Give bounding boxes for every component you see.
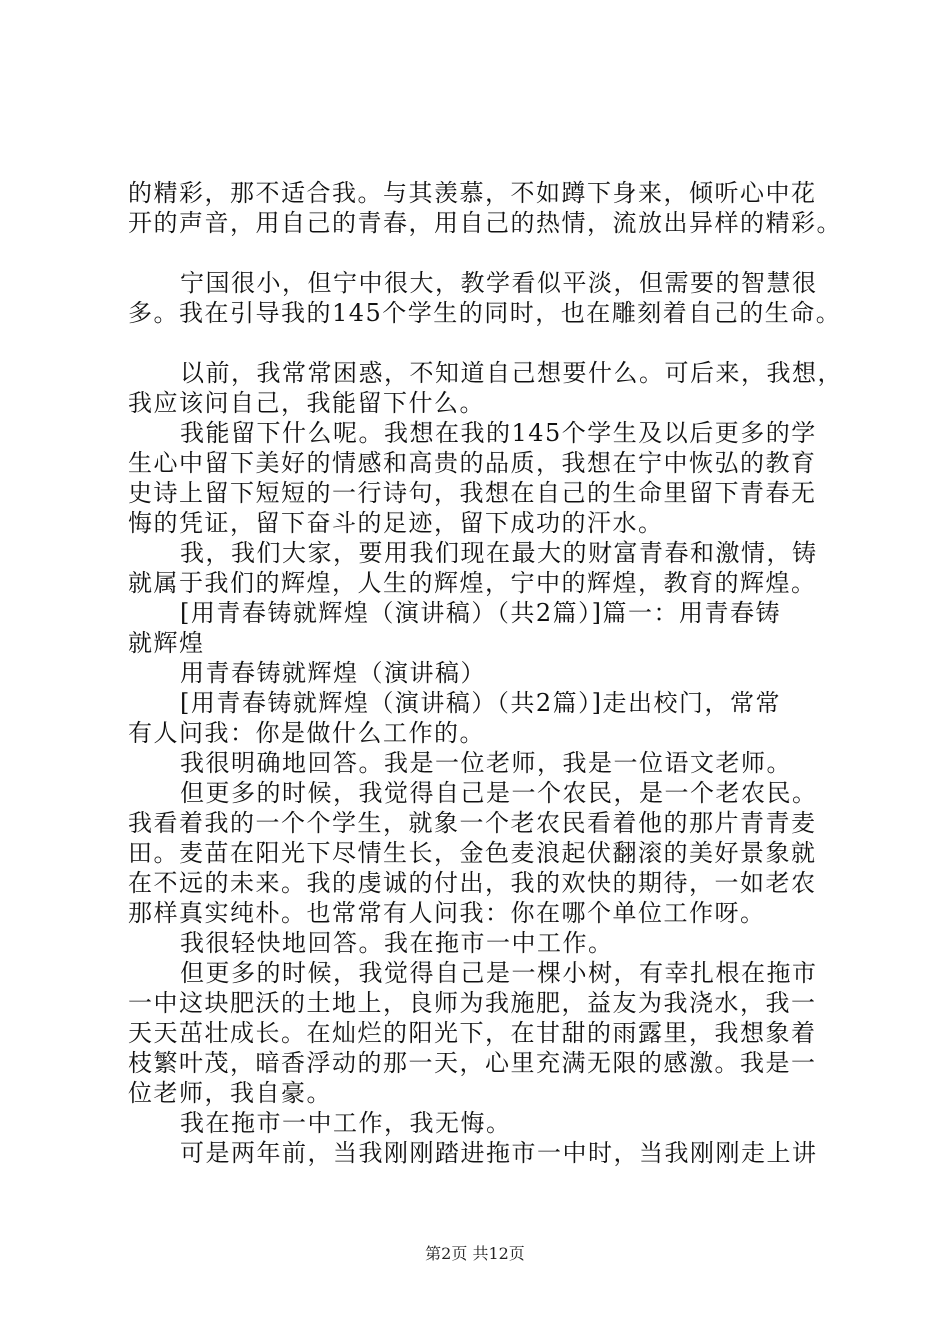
- paragraph-body: [128, 358, 843, 1168]
- text-line: 我在拖市一中工作，我无悔。: [180, 1109, 512, 1137]
- text-line: 悔的凭证，留下奋斗的足迹，留下成功的汗水。: [128, 509, 664, 537]
- paragraph-2: [128, 268, 842, 328]
- text-line: 我很明确地回答。我是一位老师，我是一位语文老师。: [180, 749, 792, 777]
- text-line: 我，我们大家，要用我们现在最大的财富青春和激情，铸: [180, 539, 818, 567]
- text-line: 以前，我常常困惑，不知道自己想要什么。可后来，我想，: [180, 359, 843, 387]
- page-footer: 第2页 共12页: [425, 1244, 525, 1263]
- text-line: 我很轻快地回答。我在拖市一中工作。: [180, 929, 614, 957]
- text-line: 就辉煌: [128, 629, 205, 657]
- text-line: 天天茁壮成长。在灿烂的阳光下，在甘甜的雨露里，我想象着: [128, 1019, 817, 1047]
- text-line: 在不远的未来。我的虔诚的付出，我的欢快的期待，一如老农: [128, 869, 817, 897]
- text-line: 开的声音，用自己的青春，用自己的热情，流放出异样的精彩。: [128, 209, 842, 237]
- text-line: [用青春铸就辉煌（演讲稿）（共2篇）]走出校门，常常: [180, 689, 781, 717]
- section-title: 用青春铸就辉煌（演讲稿）: [180, 659, 486, 687]
- text-line: 就属于我们的辉煌，人生的辉煌，宁中的辉煌，教育的辉煌。: [128, 569, 817, 597]
- paragraph-1: [128, 178, 842, 238]
- text-line: 位老师，我自豪。: [128, 1079, 332, 1107]
- text-line: 那样真实纯朴。也常常有人问我：你在哪个单位工作呀。: [128, 899, 766, 927]
- text-line: 枝繁叶茂，暗香浮动的那一天，心里充满无限的感激。我是一: [128, 1049, 817, 1077]
- text-line: 生心中留下美好的情感和高贵的品质，我想在宁中恢弘的教育: [128, 449, 817, 477]
- text-line: 史诗上留下短短的一行诗句，我想在自己的生命里留下青春无: [128, 479, 817, 507]
- text-line: 有人问我：你是做什么工作的。: [128, 719, 485, 747]
- text-line: 我能留下什么呢。我想在我的145个学生及以后更多的学: [180, 419, 817, 447]
- text-line: 宁国很小，但宁中很大，教学看似平淡，但需要的智慧很: [180, 269, 818, 297]
- text-line: 的精彩，那不适合我。与其羡慕，不如蹲下身来，倾听心中花: [128, 179, 817, 207]
- text-line: 但更多的时候，我觉得自己是一个农民，是一个老农民。: [180, 779, 818, 807]
- text-line: 但更多的时候，我觉得自己是一棵小树，有幸扎根在拖市: [180, 959, 818, 987]
- text-line: 一中这块肥沃的土地上，良师为我施肥，益友为我浇水，我一: [128, 989, 817, 1017]
- text-line: 田。麦苗在阳光下尽情生长，金色麦浪起伏翻滚的美好景象就: [128, 839, 817, 867]
- text-line: [用青春铸就辉煌（演讲稿）（共2篇）]篇一：用青春铸: [180, 599, 781, 627]
- text-line: 我应该问自己，我能留下什么。: [128, 389, 485, 417]
- text-line: 我看着我的一个个学生，就象一个老农民看着他的那片青青麦: [128, 809, 817, 837]
- text-line: 可是两年前，当我刚刚踏进拖市一中时，当我刚刚走上讲: [180, 1139, 818, 1167]
- text-line: 多。我在引导我的145个学生的同时，也在雕刻着自己的生命。: [128, 299, 842, 327]
